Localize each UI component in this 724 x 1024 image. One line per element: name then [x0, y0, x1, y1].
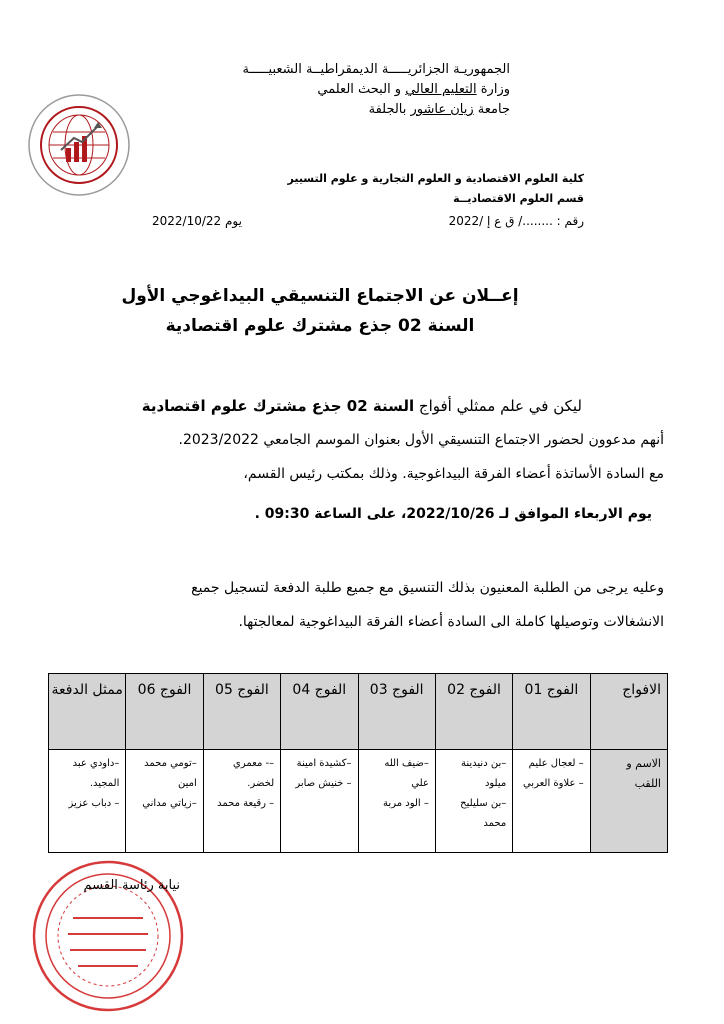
university-prefix: جامعة — [473, 102, 510, 117]
university-line — [150, 100, 510, 120]
announcement-title: إعــلان عن الاجتماع التنسيقي البيداغوجي الأول — [121, 286, 519, 306]
member-name: –تومي محمد امين — [144, 758, 197, 789]
table-row — [49, 750, 668, 853]
member-name: –بن سليليح محمد — [460, 798, 507, 829]
document-date: يوم 2022/10/22 — [152, 214, 242, 228]
paragraph-intro — [62, 396, 582, 416]
table-cell — [513, 750, 590, 853]
ministry-underlined: التعليم العالي — [405, 82, 477, 97]
paragraph-intro-bold: السنة 02 جذع مشترك علوم اقتصادية — [141, 397, 415, 415]
table-header-cell: الفوج 06 — [126, 674, 203, 750]
table-cell — [49, 750, 126, 853]
member-name: – علاوة العربي — [522, 778, 584, 789]
table-header-cell: الفوج 05 — [203, 674, 280, 750]
reference-number: رقم : ......../ ق ع إ /2022 — [448, 214, 584, 228]
member-name: – الود مربة — [383, 798, 429, 809]
table-header-cell: الافواج — [590, 674, 667, 750]
table-header-cell: الفوج 04 — [281, 674, 358, 750]
member-name: –زياتي مداني — [142, 798, 197, 809]
university-suffix: بالجلفة — [368, 102, 411, 117]
table-header-cell: الفوج 03 — [358, 674, 435, 750]
ministry-suffix: و البحث العلمي — [317, 82, 406, 97]
announcement-subtitle: السنة 02 جذع مشترك علوم اقتصادية — [165, 316, 475, 336]
member-name: –بن دنيدينة ميلود — [461, 758, 507, 789]
university-underlined: زيان عاشور — [410, 102, 474, 117]
table-cell — [126, 750, 203, 853]
table-cell — [203, 750, 280, 853]
member-name: – لعجال عليم — [528, 758, 584, 769]
paragraph-datetime: يوم الاربعاء الموافق لـ 2022/10/26، على الساعة 09:30 . — [254, 506, 652, 522]
table-header-row — [49, 674, 668, 750]
paragraph-request-line1: وعليه يرجى من الطلبة المعنيون بذلك التنسيق مع جميع طلبة الدفعة لتسجيل جميع — [191, 580, 664, 596]
signature-label: نيابة رئاسة القسم — [83, 878, 180, 893]
ministry-line — [150, 80, 510, 100]
table-cell — [435, 750, 512, 853]
member-name: –ضيف الله علي — [384, 758, 429, 789]
table-cell — [358, 750, 435, 853]
member-name: –داودي عبد المجيد. — [72, 758, 120, 789]
faculty-line: كلية العلوم الاقتصادية و العلوم التجارية و علوم التسيير — [287, 172, 584, 185]
republic-line: الجمهوريـة الجزائريـــــة الديمقراطيــة الشعبيـــــة — [242, 62, 510, 77]
paragraph-request-line2: الانشغالات وتوصيلها كاملة الى السادة أعضاء الفرقة البيداغوجية لمعالجتها. — [238, 614, 664, 630]
member-name: –- معمري لخضر. — [233, 758, 275, 789]
ministry-prefix: وزارة — [476, 82, 510, 97]
member-name: – رقيعة محمد — [217, 798, 275, 809]
paragraph-attendees: مع السادة الأساتذة أعضاء الفرقة البيداغوجية. وذلك بمكتب رئيس القسم، — [243, 466, 664, 482]
table-cell — [281, 750, 358, 853]
table-header-cell: الفوج 02 — [435, 674, 512, 750]
row-label-cell: الاسم و اللقب — [590, 750, 667, 853]
paragraph-intro-normal: ليكن في علم ممثلي أفواج — [414, 397, 582, 415]
member-name: –كشيدة امينة — [296, 758, 352, 769]
member-name: – خنيش صابر — [295, 778, 352, 789]
table-header-cell: ممثل الدفعة — [49, 674, 126, 750]
department-line: قسم العلوم الاقتصاديــة — [453, 192, 584, 205]
table-header-cell: الفوج 01 — [513, 674, 590, 750]
groups-table — [48, 673, 668, 853]
paragraph-invitation: أنهم مدعوون لحضور الاجتماع التنسيقي الأول بعنوان الموسم الجامعي 2023/2022. — [178, 432, 664, 448]
member-name: – دباب عزيز — [68, 798, 120, 809]
